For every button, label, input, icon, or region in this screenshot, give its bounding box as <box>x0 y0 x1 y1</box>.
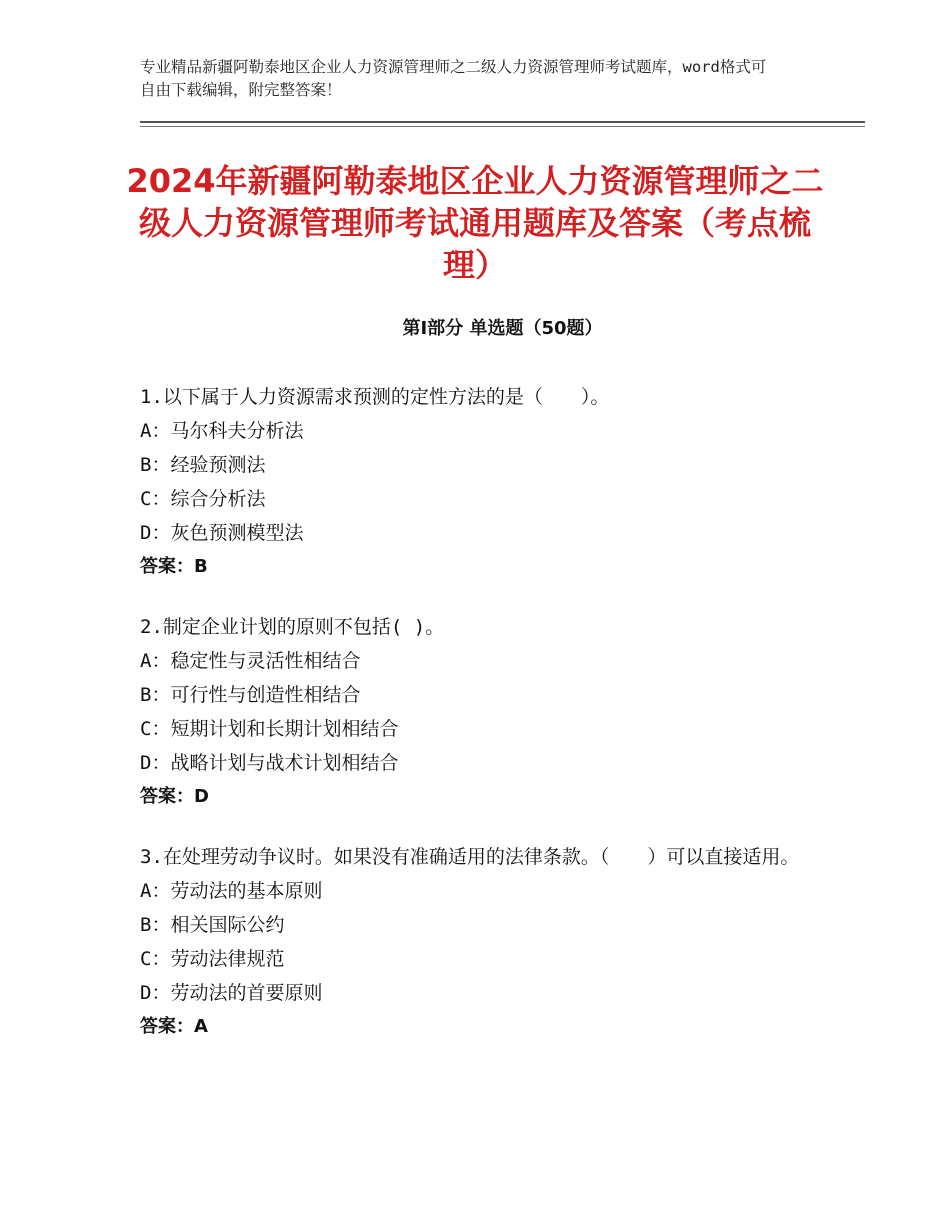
answer: 答案：B <box>140 556 208 577</box>
header-divider-thin <box>140 126 865 127</box>
option-c: C：综合分析法 <box>140 488 266 510</box>
question-2 <box>140 610 820 814</box>
option-b: B：相关国际公约 <box>140 914 285 936</box>
section-title: 第Ⅰ部分 单选题（50题） <box>402 318 603 339</box>
question-stem: 2.制定企业计划的原则不包括( )。 <box>140 616 445 638</box>
option-c: C：劳动法律规范 <box>140 948 285 970</box>
option-b: B：可行性与创造性相结合 <box>140 684 361 706</box>
question-1 <box>140 380 820 584</box>
answer: 答案：A <box>140 1016 208 1037</box>
question-stem: 3.在处理劳动争议时。如果没有准确适用的法律条款。（ ）可以直接适用。 <box>140 846 800 868</box>
option-d: D：战略计划与战术计划相结合 <box>140 752 399 774</box>
question-stem: 1.以下属于人力资源需求预测的定性方法的是（ ）。 <box>140 386 610 408</box>
option-d: D：灰色预测模型法 <box>140 522 304 544</box>
question-3 <box>140 840 820 1044</box>
header-note: 专业精品新疆阿勒泰地区企业人力资源管理师之二级人力资源管理师考试题库，word格式可自由下载编辑，附完整答案！ <box>140 58 767 99</box>
option-d: D：劳动法的首要原则 <box>140 982 323 1004</box>
question-list <box>140 380 820 1070</box>
answer: 答案：D <box>140 786 209 807</box>
option-a: A：劳动法的基本原则 <box>140 880 323 902</box>
option-b: B：经验预测法 <box>140 454 266 476</box>
option-c: C：短期计划和长期计划相结合 <box>140 718 399 740</box>
header-divider-thick <box>140 121 865 123</box>
option-a: A：马尔科夫分析法 <box>140 420 304 442</box>
document-title: 2024年新疆阿勒泰地区企业人力资源管理师之二级人力资源管理师考试通用题库及答案（考点梳理） <box>126 162 824 284</box>
option-a: A：稳定性与灵活性相结合 <box>140 650 361 672</box>
